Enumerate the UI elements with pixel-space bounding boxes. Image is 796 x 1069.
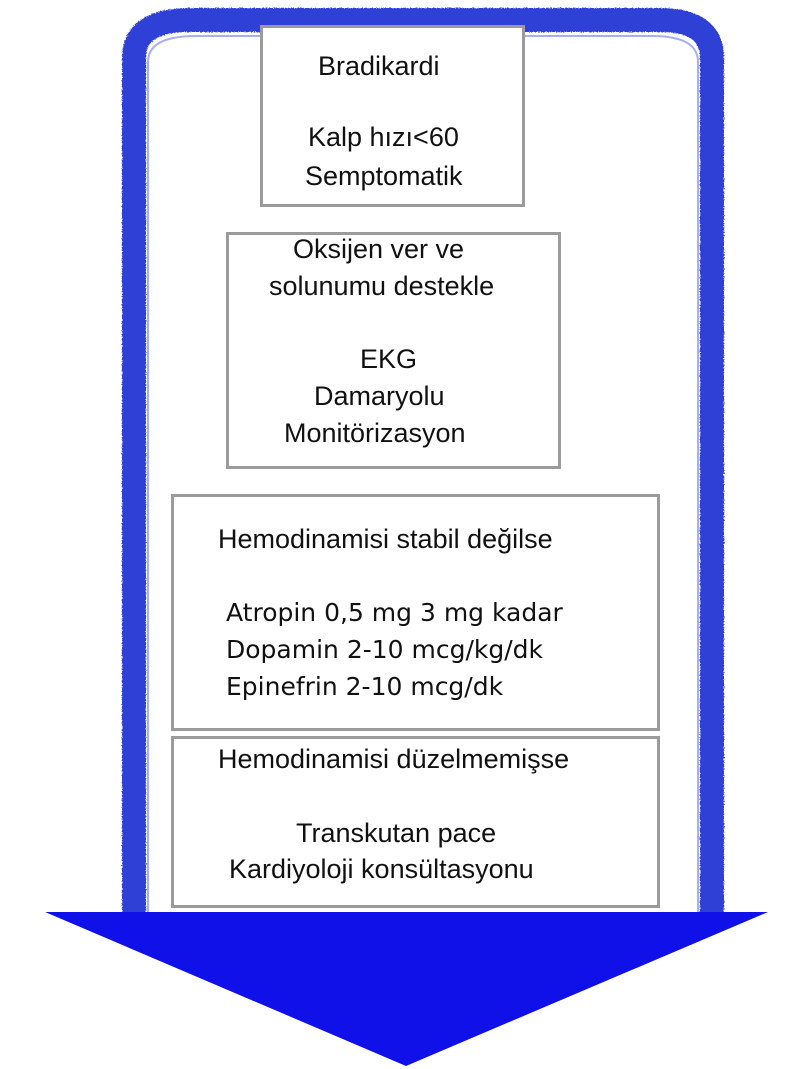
step2-intervention-iv-line: Damaryolu [314,381,445,411]
step4-action-cardiology-consult: Kardiyoloji konsültasyonu [229,854,534,884]
step3-drug-epinephrine: Epinefrin 2-10 mcg/dk [226,672,504,701]
step2-intervention-monitoring: Monitörizasyon [284,418,466,448]
step-box-unstable-hemodynamics [171,494,660,731]
step-box-oxygen-support [226,232,561,469]
step3-drug-atropine: Atropin 0,5 mg 3 mg kadar [226,598,563,627]
step-box-not-improved [171,736,660,908]
step3-drug-dopamine: Dopamin 2-10 mcg/kg/dk [226,635,544,664]
step1-criterion-heart-rate: Kalp hızı<60 [308,122,459,152]
step1-title: Bradikardi [318,51,440,81]
step-box-bradikardi [260,25,525,207]
arrow-head [45,912,768,1066]
step2-action-breathing: solunumu destekle [269,271,495,301]
step4-condition: Hemodinamisi düzelmemişse [218,744,570,774]
step2-action-oxygen: Oksijen ver ve [293,234,465,264]
step1-criterion-symptomatic: Semptomatik [305,161,463,191]
step2-intervention-ekg: EKG [360,344,418,374]
step4-action-transcutaneous-pace: Transkutan pace [296,818,497,848]
step3-condition: Hemodinamisi stabil değilse [218,524,553,554]
